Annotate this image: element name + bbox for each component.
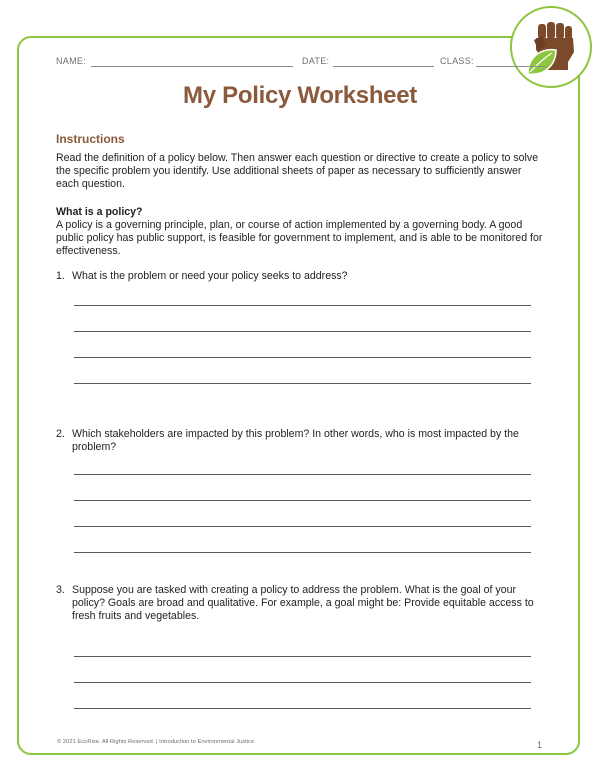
answer-line-q1-3[interactable] — [74, 357, 531, 358]
name-label: NAME: — [56, 56, 87, 66]
question-text: What is the problem or need your policy seeks to address? — [72, 270, 348, 282]
definition-heading: What is a policy? — [56, 206, 143, 218]
answer-line-q2-1[interactable] — [74, 474, 531, 475]
instructions-heading: Instructions — [56, 132, 125, 146]
question-text: Suppose you are tasked with creating a policy to address the problem. What is the goal of your policy? Goals are broad and qualitative. For example, a goal might be: Provide equitable access to fresh fruits and vegetables. — [72, 584, 534, 622]
definition-text: A policy is a governing principle, plan, or course of action implemented by a governing body. A good public policy has public support, is feasible for government to implement, and is able to be monitored for effectiveness. — [56, 219, 543, 257]
page-number: 1 — [537, 740, 543, 750]
copyright-footer: © 2021 EcoRise. All Rights Reserved. | Introduction to Environmental Justice — [57, 739, 255, 745]
class-label: CLASS: — [440, 56, 474, 66]
name-field[interactable] — [91, 66, 293, 67]
answer-line-q3-3[interactable] — [74, 708, 531, 709]
class-field[interactable] — [476, 66, 546, 67]
answer-line-q2-2[interactable] — [74, 500, 531, 501]
question-number: 2. — [56, 428, 65, 440]
answer-line-q2-4[interactable] — [74, 552, 531, 553]
answer-line-q1-4[interactable] — [74, 383, 531, 384]
question-number: 3. — [56, 584, 65, 596]
date-field[interactable] — [333, 66, 434, 67]
student-info-fields — [56, 56, 546, 70]
answer-line-q3-1[interactable] — [74, 656, 531, 657]
date-label: DATE: — [302, 56, 330, 66]
instructions-text: Read the definition of a policy below. Then answer each question or directive to create a policy to solve the specific problem you identify. Use additional sheets of paper as necessary to sufficiently answer each question. — [56, 152, 539, 190]
logo-badge — [510, 6, 592, 88]
page-title: My Policy Worksheet — [183, 82, 417, 109]
question-number: 1. — [56, 270, 65, 282]
answer-line-q2-3[interactable] — [74, 526, 531, 527]
answer-line-q1-1[interactable] — [74, 305, 531, 306]
answer-line-q1-2[interactable] — [74, 331, 531, 332]
question-text: Which stakeholders are impacted by this problem? In other words, who is most impacted by the problem? — [72, 428, 519, 453]
answer-line-q3-2[interactable] — [74, 682, 531, 683]
